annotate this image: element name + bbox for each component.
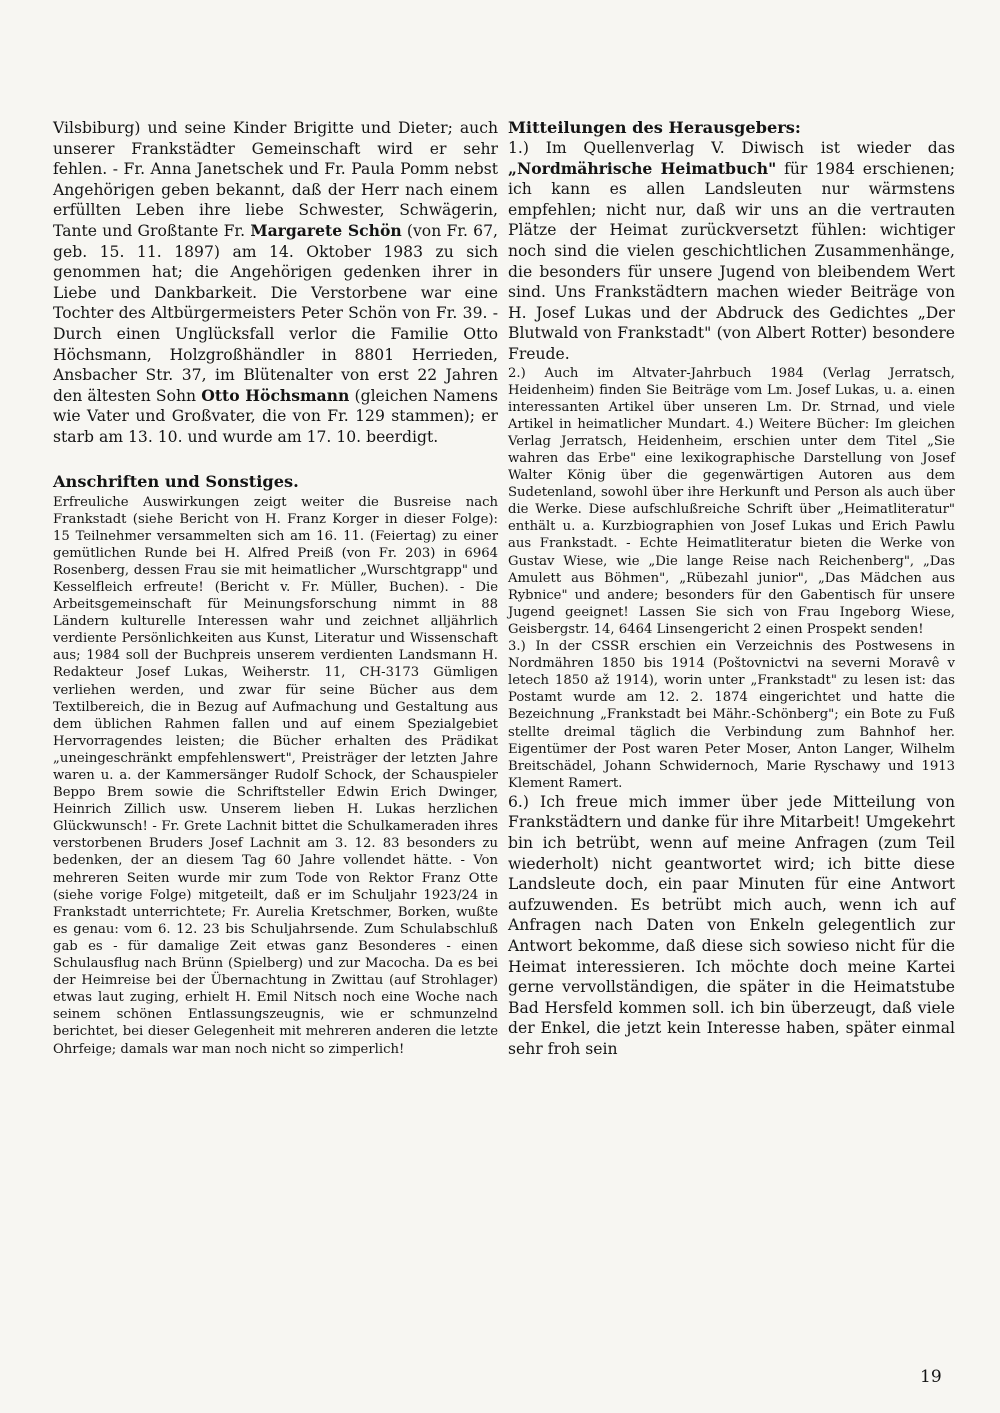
left-column [53,118,498,1058]
text-run: (gleichen Namens wie Vater und Großvater, die von Fr. 129 stammen); er starb am 13. 10. und wurde am 17. 10. beerdigt. [53,386,498,446]
section-heading-mitteilungen: Mitteilungen des Herausgebers: [508,118,801,137]
announcement-item-3: 3.) In der CSSR erschien ein Verzeichnis des Postwesens in Nordmähren 1850 bis 1914 (Poštovnictvi na severni Moravê v letech 1850 až 1914), worin unter „Frankstadt" zu lesen ist: das Postamt wurde am 12. 2. 1874 eingerichtet und hatte die Bezeichnung „Frankstadt bei Mähr.-Schönberg"; ein Bote zu Fuß stellte dreimal täglich die Verbindung zum Bahnhof her. Eigentümer der Post waren Peter Moser, Anton Langer, Wilhelm Breitschädel, Johann Schwidernoch, Marie Ryschawy und 1913 Klement Ramert. [508,639,955,791]
text-run: 1.) Im Quellenverlag V. Diwisch ist wieder das [508,139,955,157]
text-run: Vilsbiburg) und seine Kinder Brigitte und Dieter; auch unserer Frankstädter Gemeinschaft wird er sehr fehlen. - Fr. Anna Janetschek und Fr. Paula Pomm nebst Angehörigen geben bekannt, daß der Herr nach einem erfüllten Leben ihre liebe Schwester, Schwägerin, Tante und Großtante Fr. [53,119,498,240]
announcement-item-1 [508,138,955,365]
section-heading-anschriften: Anschriften und Sonstiges. [53,471,299,491]
text-run: für 1984 erschienen; ich kann es allen Landsleuten nur wärmstens empfehlen; nicht nur, daß wir uns an die vertrauten Plätze der Heimat zurückversetzt fühlen: wichtiger noch sind die vielen geschichtlichen Zusammenhänge, die besonders für unsere Jugend von bleibendem Wert sind. Uns Frankstädtern machen wieder Beiträge von H. Josef Lukas und der Abdruck des Gedichtes „Der Blutwald von Frankstadt" (von Albert Rotter) besondere Freude. [508,159,955,363]
announcement-item-6: 6.) Ich freue mich immer über jede Mitteilung von Frankstädtern und danke für ihre Mitarbeit! Umgekehrt bin ich betrübt, wenn auf meine Anfragen (zum Teil wiederholt) nicht geantwortet wird; ich bitte diese Landsleute doch, ein paar Minuten für eine Antwort aufzuwenden. Es betrübt mich auch, wenn ich auf Anfragen nach Daten von Enkeln gelegentlich zur Antwort bekomme, daß diese sich sowieso nicht für die Heimat interessieren. Ich möchte doch meine Kartei gerne vervollständigen, die später in die Heimatstube Bad Hersfeld kommen soll. ich bin überzeugt, daß viele der Enkel, die jetzt kein Interesse haben, später einmal sehr froh sein [508,792,955,1058]
announcement-item-2: 2.) Auch im Altvater-Jahrbuch 1984 (Verlag Jerratsch, Heidenheim) finden Sie Beiträge vom Lm. Josef Lukas, u. a. einen interessanten Artikel über unseren Lm. Dr. Strnad, und viele Artikel in heimatlicher Mundart. 4.) Weitere Bücher: Im gleichen Verlag Jerratsch, Heidenheim, erschien unter dem Titel „Sie wahren das Erbe" eine lexikographische Darstellung von Josef Walter König über die gegenwärtigen Autoren aus dem Sudetenland, sowohl über ihre Herkunft und Person als auch über die Werke. Diese aufschlußreiche Schrift über „Heimatliteratur" enthält u. a. Kurzbiographien von Josef Lukas und Erich Pawlu aus Frankstadt. - Echte Heimatliteratur bieten die Werke von Gustav Wiese, wie „Die lange Reise nach Reichenberg", „Das Amulett aus Böhmen", „Rübezahl junior", „Das Mädchen aus Rybnice" und andere; besonders für den Gabentisch für unsere Jugend geeignet! Lassen Sie sich von Frau Ingeborg Wiese, Geisbergstr. 14, 6464 Linsengericht 2 einen Prospekt senden! [508,365,955,637]
obituary-paragraph [53,118,498,448]
bold-name: Otto Höchsmann [201,385,350,405]
bold-name: „Nordmährische Heimatbuch" [508,158,777,178]
anschriften-paragraph: Erfreuliche Auswirkungen zeigt weiter die Busreise nach Frankstadt (siehe Bericht von H. Franz Korger in dieser Folge): 15 Teilnehmer versammelten sich am 16. 11. (Feiertag) zu einer gemütlichen Runde bei H. Alfred Preiß (von Fr. 203) in 6964 Rosenberg, dessen Frau sie mit heimatlicher „Wurschtgrapp" und Kesselfleich erfreute! (Bericht v. Fr. Müller, Buchen). - Die Arbeitsgemeinschaft für Meinungsforschung nimmt in 88 Ländern kulturelle Interessen wahr und zeichnet alljährlich verdiente Persönlichkeiten aus Kunst, Literatur und Wissenschaft aus; 1984 soll der Buchpreis unserem verdienten Landsmann H. Redakteur Josef Lukas, Weiherstr. 11, CH-3173 Gümligen verliehen werden, und zwar für seine Bücher aus dem Textilbereich, die in Bezug auf Aufmachung und Gestaltung aus dem üblichen Rahmen fallen und auf einem Spezialgebiet Hervorragendes leisten; die Bücher erhalten des Prädikat „uneingeschränkt empfehlenswert", Preisträger der letzten Jahre waren u. a. der Kammersänger Rudolf Schock, der Schauspieler Beppo Brem sowie die Schriftsteller Edwin Erich Dwinger, Heinrich Zillich usw. Unserem lieben H. Lukas herzlichen Glückwunsch! - Fr. Grete Lachnit bittet die Schulkameraden ihres verstorbenen Bruders Josef Lachnit am 3. 12. 83 besonders zu bedenken, der an diesem Tag 60 Jahre vollendet hätte. - Von mehreren Seiten wurde mir zum Tode von Rektor Franz Otte (siehe vorige Folge) mitgeteilt, daß er im Schuljahr 1923/24 in Frankstadt unterrichtete; Fr. Aurelia Kretschmer, Borken, wußte es genau: vom 6. 12. 23 bis Schuljahrsende. Zum Schulabschluß gab es - für damalige Zeit etwas ganz Besonderes - einen Schulausflug nach Brünn (Spielberg) und zur Macocha. Da es bei der Heimreise bei der Übernachtung in Zwittau (auf Strohlager) etwas laut zuging, erhielt H. Emil Nitsch noch eine Woche nach seinem schönen Entlassungszeugnis, wie er schmunzelnd berichtet, bei dieser Gelegenheit mit mehreren anderen die letzte Ohrfeige; damals war man noch nicht so zimperlich! [53,494,498,1057]
right-column [508,118,955,1060]
bold-name: Margarete Schön [250,220,402,240]
page-number: 19 [920,1367,942,1387]
text-run: (von Fr. 67, geb. 15. 11. 1897) am 14. Oktober 1983 zu sich genommen hat; die Angehörigen gedenken ihrer in Liebe und Dankbarkeit. Die Verstorbene war eine Tochter des Altbürgermeisters Peter Schön von Fr. 39. - Durch einen Unglücksfall verlor die Familie Otto Höchsmann, Holzgroßhändler in 8801 Herrieden, Ansbacher Str. 37, im Blütenalter von erst 22 Jahren den ältesten Sohn [53,221,498,405]
